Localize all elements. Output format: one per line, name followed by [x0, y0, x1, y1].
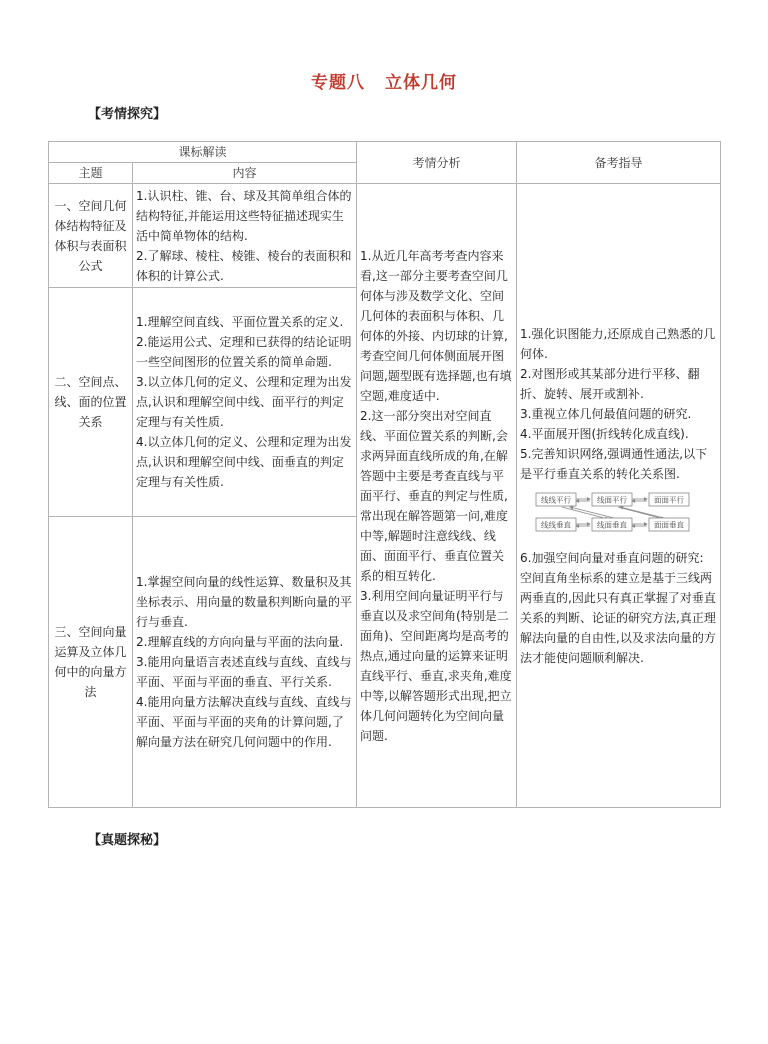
content-cell — [133, 184, 357, 288]
content-item: 1.认识柱、锥、台、球及其简单组合体的结构特征,并能运用这些特征描述现实生活中简单物体的结构. — [136, 188, 352, 243]
content-item: 2.了解球、棱柱、棱锥、棱台的表面积和体积的计算公式. — [136, 248, 352, 283]
analysis-cell — [357, 184, 517, 808]
analysis-item: 1.从近几年高考考查内容来看,这一部分主要考查空间几何体与涉及数学文化、空间几何体的表面积与体积、几何体的外接、内切球的计算,考查空间几何体侧面展开图问题,题型既有选择题,也有填空题,难度适中. — [360, 248, 512, 403]
content-item: 3.以立体几何的定义、公理和定理为出发点,认识和理解空间中线、面平行的判定定理与有关性质. — [136, 375, 352, 429]
page-title — [0, 68, 768, 93]
header-analysis: 考情分析 — [357, 142, 517, 184]
analysis-item: 3.利用空间向量证明平行与垂直以及求空间角(特别是二面角)、空间距离均是高考的热点,通过向量的运算来证明直线平行、垂直,求夹角,难度中等,以解答题形式出现,把立体几何问题转化为空间向量问题. — [360, 588, 512, 743]
exam-analysis-table — [48, 141, 721, 808]
diagram-node: 面面平行 — [654, 495, 685, 504]
guide-item: 3.重视立体几何最值问题的研究. — [520, 406, 692, 421]
diagram-node: 线面平行 — [597, 495, 628, 504]
diagram-top-row — [536, 493, 689, 506]
content-cell — [133, 288, 357, 517]
guide-item: 5.完善知识网络,强调通性通法,以下是平行垂直关系的转化关系图. — [520, 446, 708, 481]
content-item: 1.理解空间直线、平面位置关系的定义. — [136, 315, 344, 329]
guide-item: 1.强化识图能力,还原成自己熟悉的几何体. — [520, 326, 716, 361]
content-item: 3.能用向量语言表述直线与直线、直线与平面、平面与平面的垂直、平行关系. — [136, 655, 352, 689]
table-header-row — [49, 142, 721, 163]
section-heading-real-exam: 【真题探秘】 — [88, 833, 167, 848]
topic-cell: 二、空间点、线、面的位置关系 — [49, 288, 133, 517]
header-standard-reading: 课标解读 — [49, 142, 357, 163]
title-topic-number: 专题八 — [311, 73, 365, 93]
content-item: 4.以立体几何的定义、公理和定理为出发点,认识和理解空间中线、面垂直的判定定理与有关性质. — [136, 435, 352, 489]
guide-item: 4.平面展开图(折线转化成直线). — [520, 426, 689, 441]
guide-cell — [517, 184, 721, 808]
diagram-node: 线线平行 — [541, 495, 572, 504]
content-cell — [133, 517, 357, 808]
topic-cell: 三、空间向量运算及立体几何中的向量方法 — [49, 517, 133, 808]
header-topic: 主题 — [49, 163, 133, 184]
header-guide: 备考指导 — [517, 142, 721, 184]
topic-cell: 一、空间几何体结构特征及体积与表面积公式 — [49, 184, 133, 288]
section-heading-exam-analysis: 【考情探究】 — [88, 107, 167, 122]
guide-item: 6.加强空间向量对垂直问题的研究: — [520, 550, 704, 565]
title-topic-name: 立体几何 — [385, 73, 457, 93]
table-row — [49, 184, 721, 288]
header-content: 内容 — [133, 163, 357, 184]
content-item: 1.掌握空间向量的线性运算、数量积及其坐标表示、用向量的数量积判断向量的平行与垂直. — [136, 575, 353, 629]
diagram-node: 线线垂直 — [541, 520, 572, 529]
diagram-node: 线面垂直 — [597, 520, 628, 529]
diagram-node: 面面垂直 — [654, 520, 685, 529]
parallel-perpendicular-diagram — [534, 490, 694, 534]
analysis-item: 2.这一部分突出对空间直线、平面位置关系的判断,会求两异面直线所成的角,在解答题中主要是考查直线与平面平行、垂直的判定与性质,常出现在解答题第一问,难度中等,解题时注意线线、线面、面面平行、垂直位置关系的相互转化. — [360, 408, 508, 583]
guide-item: 空间直角坐标系的建立是基于三线两两垂直的,因此只有真正掌握了对垂直关系的判断、论证的研究方法,真正理解法向量的自由性,以及求法向量的方法才能使问题顺利解决. — [520, 570, 716, 665]
content-item: 2.理解直线的方向向量与平面的法向量. — [136, 635, 344, 649]
diagram-bottom-row — [536, 518, 689, 531]
content-item: 4.能用向量方法解决直线与直线、直线与平面、平面与平面的夹角的计算问题,了解向量方法在研究几何问题中的作用. — [136, 695, 352, 749]
content-item: 2.能运用公式、定理和已获得的结论证明一些空间图形的位置关系的简单命题. — [136, 335, 352, 369]
guide-item: 2.对图形或其某部分进行平移、翻折、旋转、展开或割补. — [520, 366, 700, 401]
